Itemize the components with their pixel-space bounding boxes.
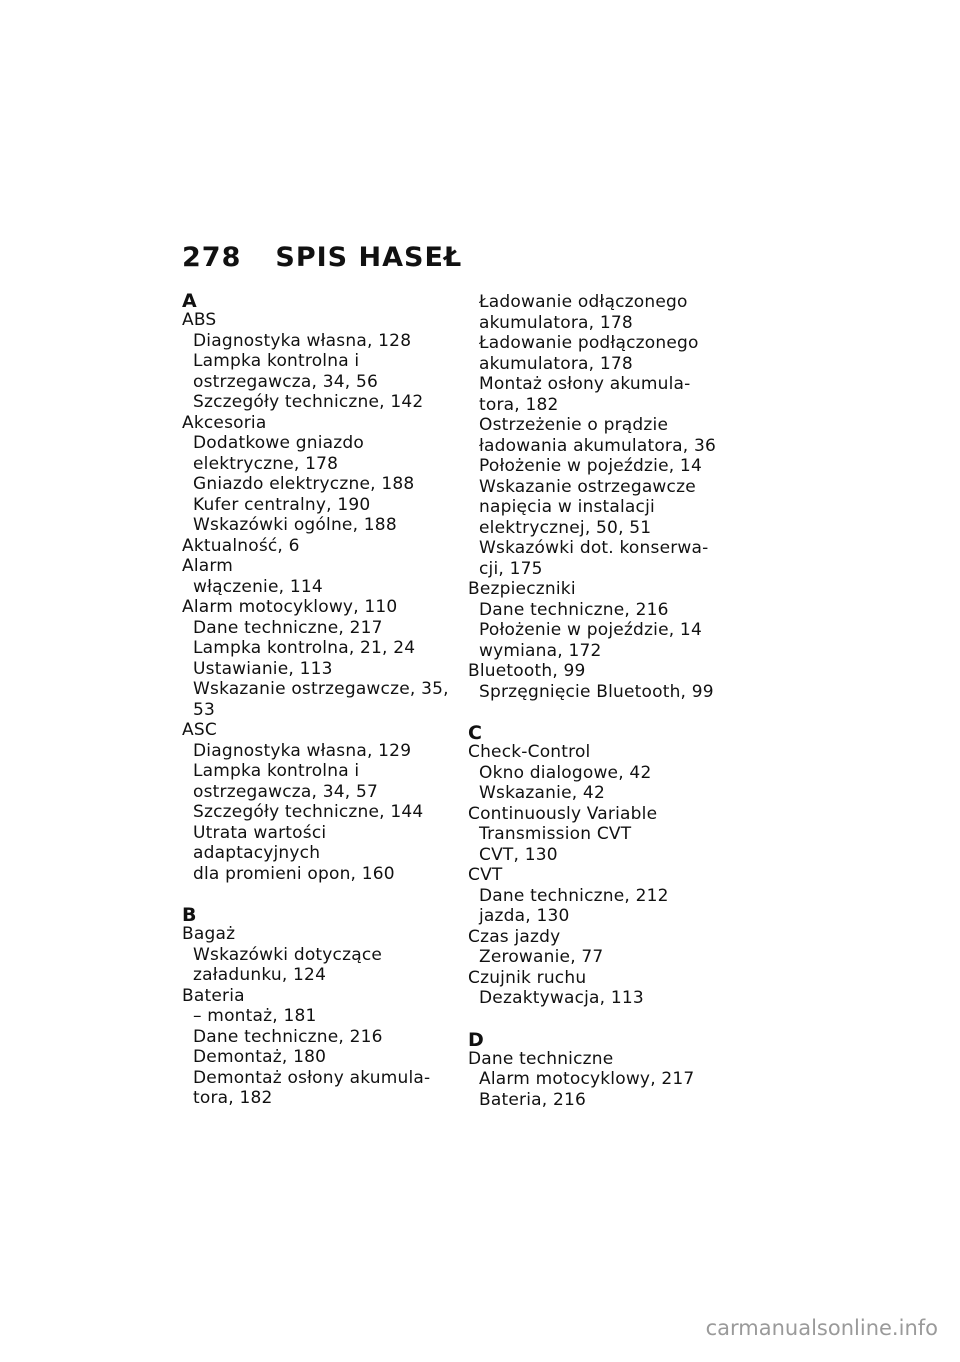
index-subentry: Dane techniczne, 217 (193, 617, 383, 638)
index-subentry: Lampka kontrolna, 21, 24 (193, 638, 416, 658)
index-entry-continuation: napięcia w instalacji (479, 497, 655, 517)
index-subentry: Dane techniczne, 216 (193, 1026, 383, 1047)
index-subentry: Ładowanie odłączonego (479, 292, 688, 312)
index-entry: Bezpieczniki (468, 579, 576, 599)
index-subentry: Dezaktywacja, 113 (479, 988, 644, 1008)
page-header (182, 242, 462, 273)
index-subentry: Bateria, 216 (479, 1089, 586, 1110)
index-subentry: Ładowanie podłączonego (479, 333, 699, 353)
index-subentry: Wskazanie, 42 (479, 783, 605, 803)
index-subentry: Lampka kontrolna i (193, 351, 360, 371)
index-subentry: Montaż osłony akumula- (479, 374, 691, 394)
index-entry: CVT (468, 865, 503, 885)
index-column-right (468, 292, 738, 1110)
index-subentry: Dane techniczne, 212 (479, 885, 669, 906)
index-entry: Czujnik ruchu (468, 967, 587, 988)
index-subentry: Demontaż, 180 (193, 1047, 327, 1067)
index-entry-continuation: tora, 182 (193, 1088, 273, 1108)
index-subentry: Położenie w pojeździe, 14 (479, 620, 702, 640)
index-subentry: Wskazówki dot. konserwa- (479, 538, 709, 558)
index-entry-continuation: ostrzegawcza, 34, 57 (193, 781, 378, 802)
index-subentry: Wskazówki dotyczące (193, 944, 383, 965)
index-subentry: włączenie, 114 (193, 576, 323, 597)
index-entry-continuation: akumulatora, 178 (479, 312, 633, 333)
index-subentry: Diagnostyka własna, 128 (193, 330, 412, 351)
index-entry-continuation: elektryczne, 178 (193, 453, 339, 474)
index-subentry: CVT, 130 (479, 844, 558, 865)
index-entry-continuation: dla promieni opon, 160 (193, 863, 395, 884)
index-subentry: Zerowanie, 77 (479, 947, 604, 967)
index-entry: Dane techniczne (468, 1048, 614, 1069)
index-entry-continuation: ładowania akumulatora, 36 (479, 435, 716, 456)
index-subentry: Demontaż osłony akumula- (193, 1067, 431, 1088)
section-letter: C (468, 722, 482, 744)
index-subentry: Utrata wartości adaptacyjnych (193, 822, 327, 863)
section-gap (468, 702, 738, 724)
index-entry-continuation: ostrzegawcza, 34, 56 (193, 371, 378, 392)
section-gap (468, 1009, 738, 1031)
index-entry-continuation: załadunku, 124 (193, 965, 327, 985)
index-subentry: Gniazdo elektryczne, 188 (193, 474, 415, 494)
index-entry-continuation: elektrycznej, 50, 51 (479, 517, 652, 538)
index-column-left (182, 292, 452, 1109)
index-entry-continuation: Transmission CVT (479, 824, 632, 844)
index-subentry: Szczegóły techniczne, 142 (193, 392, 424, 412)
section-letter: A (182, 290, 197, 312)
index-entry: ASC (182, 720, 217, 740)
index-subentry: Kufer centralny, 190 (193, 494, 371, 515)
index-subentry: Wskazanie ostrzegawcze, 35, (193, 679, 449, 699)
index-subentry: Okno dialogowe, 42 (479, 762, 652, 783)
watermark: carmanualsonline.info (705, 1316, 938, 1340)
index-entry: Bluetooth, 99 (468, 661, 586, 681)
section-gap (182, 884, 452, 906)
index-entry: Aktualność, 6 (182, 535, 300, 556)
index-entry-continuation: cji, 175 (479, 558, 543, 579)
index-entry-continuation: tora, 182 (479, 394, 559, 415)
index-entry: Bagaż (182, 924, 236, 944)
index-entry: Akcesoria (182, 412, 267, 433)
index-subentry: Ostrzeżenie o prądzie (479, 415, 669, 435)
index-entry: Czas jazdy (468, 926, 561, 947)
page-title: SPIS HASEŁ (275, 242, 463, 273)
index-subentry: Alarm motocyklowy, 217 (479, 1069, 695, 1089)
index-subentry: jazda, 130 (479, 906, 570, 926)
index-subentry: Diagnostyka własna, 129 (193, 740, 412, 761)
index-subentry: Położenie w pojeździe, 14 (479, 456, 702, 476)
section-letter: B (182, 904, 197, 926)
index-subentry: Dane techniczne, 216 (479, 599, 669, 620)
index-entry: Check-Control (468, 742, 591, 762)
index-entry-continuation: akumulatora, 178 (479, 353, 633, 374)
index-subentry: Ustawianie, 113 (193, 658, 333, 679)
index-subentry: – montaż, 181 (193, 1006, 317, 1026)
section-letter: D (468, 1028, 484, 1051)
index-subentry: Sprzęgnięcie Bluetooth, 99 (479, 681, 714, 702)
index-subentry: Lampka kontrolna i (193, 761, 360, 781)
index-entry: Continuously Variable (468, 803, 658, 824)
index-subentry: Dodatkowe gniazdo (193, 433, 364, 453)
index-entry-continuation: 53 (193, 699, 216, 720)
page-number: 278 (182, 242, 242, 273)
index-entry: Bateria (182, 985, 245, 1006)
index-entry: Alarm (182, 556, 234, 576)
index-entry: Alarm motocyklowy, 110 (182, 597, 398, 617)
index-subentry: Wskazanie ostrzegawcze (479, 476, 696, 497)
index-entry: ABS (182, 310, 217, 330)
index-subentry: wymiana, 172 (479, 640, 602, 661)
index-subentry: Wskazówki ogólne, 188 (193, 515, 397, 535)
index-subentry: Szczegóły techniczne, 144 (193, 802, 424, 822)
